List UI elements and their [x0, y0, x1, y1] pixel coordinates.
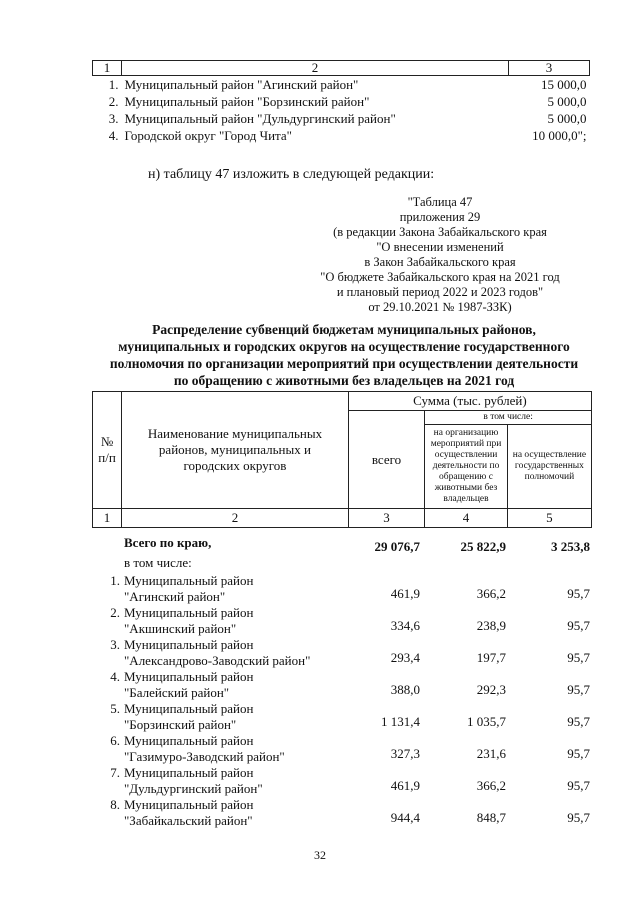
- row-state: 95,7: [567, 586, 590, 601]
- row-state: 95,7: [567, 746, 590, 761]
- row-name-line2: "Балейский район": [124, 685, 230, 700]
- row-name: [124, 733, 354, 765]
- total-label: Всего по краю,: [124, 535, 212, 550]
- title-line: Распределение субвенций бюджетам муниципальных районов,: [152, 322, 536, 337]
- row-name-line1: Муниципальный район: [124, 669, 254, 684]
- table-row: [92, 730, 592, 762]
- top-header-col1: 1: [93, 61, 122, 76]
- row-name-line2: "Агинский район": [124, 589, 226, 604]
- row-name-line2: "Акшинский район": [124, 621, 237, 636]
- reference-line: от 29.10.2021 № 1987-ЗЗК): [368, 300, 512, 314]
- col-num-header: № п/п: [93, 392, 122, 509]
- top-row-name: Муниципальный район "Дульдургинский район": [124, 111, 396, 126]
- row-state: 95,7: [567, 682, 590, 697]
- reference-line: приложения 29: [399, 210, 481, 224]
- top-row-name: Муниципальный район "Агинский район": [124, 77, 359, 92]
- col-events-header: на организацию мероприятий при осуществлении деятельности по обращению с животными без владельцев: [425, 425, 508, 509]
- total-state: 3 253,8: [551, 539, 590, 554]
- top-row-num: 3.: [108, 111, 119, 126]
- row-name: [124, 701, 354, 733]
- top-row-value: 5 000,0: [547, 94, 587, 109]
- row-state: 95,7: [567, 618, 590, 633]
- table-row: [92, 634, 592, 666]
- row-total: 461,9: [390, 778, 420, 793]
- top-row-value: 5 000,0: [547, 111, 587, 126]
- top-table: [92, 60, 590, 144]
- col-number-5: 5: [507, 509, 591, 528]
- row-total: 1 131,4: [381, 714, 420, 729]
- row-num: 4.: [110, 669, 120, 684]
- row-events: 292,3: [476, 682, 506, 697]
- row-num: 5.: [110, 701, 120, 716]
- row-name-line1: Муниципальный район: [124, 701, 254, 716]
- instruction-text: н) таблицу 47 изложить в следующей редакции:: [148, 167, 435, 182]
- top-table-row: [93, 127, 590, 144]
- row-state: 95,7: [567, 650, 590, 665]
- row-name-line1: Муниципальный район: [124, 797, 254, 812]
- row-state: 95,7: [567, 714, 590, 729]
- row-num: 7.: [110, 765, 120, 780]
- col-number-4: 4: [425, 509, 508, 528]
- row-name-line1: Муниципальный район: [124, 765, 254, 780]
- including-label: в том числе:: [124, 555, 192, 570]
- top-table-row: [93, 76, 590, 94]
- row-name-line1: Муниципальный район: [124, 637, 254, 652]
- row-events: 1 035,7: [467, 714, 506, 729]
- row-events: 366,2: [476, 586, 506, 601]
- row-total: 334,6: [390, 618, 420, 633]
- col-number-2: 2: [122, 509, 349, 528]
- row-name-line1: Муниципальный район: [124, 733, 254, 748]
- row-name: [124, 605, 354, 637]
- top-row-num: 4.: [108, 128, 119, 143]
- reference-line: "О бюджете Забайкальского края на 2021 год: [320, 270, 560, 284]
- top-row-num: 2.: [108, 94, 119, 109]
- table-row: [92, 794, 592, 826]
- row-total: 293,4: [390, 650, 420, 665]
- row-events: 366,2: [476, 778, 506, 793]
- row-events: 848,7: [476, 810, 506, 825]
- table-row: [92, 666, 592, 698]
- row-name: [124, 765, 354, 797]
- row-name-line1: Муниципальный район: [124, 573, 254, 588]
- reference-line: "О внесении изменений: [376, 240, 504, 254]
- top-table-row: [93, 93, 590, 110]
- row-name-line2: "Борзинский район": [124, 717, 237, 732]
- row-total: 388,0: [390, 682, 420, 697]
- row-name-line2: "Забайкальский район": [124, 813, 253, 828]
- row-state: 95,7: [567, 810, 590, 825]
- col-name-header: Наименование муниципальных районов, муниципальных и городских округов: [122, 392, 349, 509]
- reference-line: в Закон Забайкальского края: [364, 255, 516, 269]
- row-total: 461,9: [390, 586, 420, 601]
- top-row-name: Муниципальный район "Борзинский район": [124, 94, 370, 109]
- table-row: [92, 698, 592, 730]
- top-table-header: [93, 61, 590, 76]
- table-row: [92, 570, 592, 602]
- row-name-line2: "Газимуро-Заводский район": [124, 749, 285, 764]
- top-row-value: 15 000,0: [541, 77, 587, 92]
- col-number-3: 3: [348, 509, 424, 528]
- title-line: муниципальных и городских округов на осуществление государственного: [118, 339, 570, 354]
- row-name: [124, 573, 354, 605]
- title-line: по обращению с животными без владельцев на 2021 год: [173, 373, 515, 388]
- row-state: 95,7: [567, 778, 590, 793]
- row-events: 197,7: [476, 650, 506, 665]
- title-line: полномочия по организации мероприятий при осуществлении деятельности: [109, 356, 579, 371]
- top-header-col3: 3: [509, 61, 590, 76]
- row-num: 8.: [110, 797, 120, 812]
- reference-line: "Таблица 47: [407, 195, 473, 209]
- table-reference: [300, 195, 580, 315]
- col-sum-header: Сумма (тыс. рублей): [348, 392, 591, 411]
- row-name: [124, 637, 354, 669]
- row-events: 231,6: [476, 746, 506, 761]
- document-title: [96, 321, 592, 389]
- top-table-row: [93, 110, 590, 127]
- top-row-name: Городской округ "Город Чита": [124, 128, 292, 143]
- total-sum: 29 076,7: [374, 539, 420, 554]
- reference-line: и плановый период 2022 и 2023 годов": [336, 285, 544, 299]
- including-row: [92, 555, 592, 570]
- table-row: [92, 762, 592, 794]
- reference-line: (в редакции Закона Забайкальского края: [333, 225, 547, 239]
- page-number: 32: [314, 848, 326, 862]
- col-including-header: в том числе:: [425, 411, 592, 425]
- row-name-line2: "Александрово-Заводский район": [124, 653, 311, 668]
- row-name: [124, 797, 354, 829]
- row-name-line2: "Дульдургинский район": [124, 781, 263, 796]
- row-events: 238,9: [476, 618, 506, 633]
- row-name-line1: Муниципальный район: [124, 605, 254, 620]
- table-row: [92, 602, 592, 634]
- row-total: 944,4: [390, 810, 420, 825]
- col-total-header: всего: [348, 411, 424, 509]
- row-num: 2.: [110, 605, 120, 620]
- row-name: [124, 669, 354, 701]
- col-state-header: на осуществление государственных полномочий: [507, 425, 591, 509]
- row-num: 6.: [110, 733, 120, 748]
- top-row-num: 1.: [108, 77, 119, 92]
- total-row: [92, 532, 592, 555]
- row-num: 1.: [110, 573, 120, 588]
- top-row-value: 10 000,0";: [532, 128, 587, 143]
- row-num: 3.: [110, 637, 120, 652]
- col-number-1: 1: [93, 509, 122, 528]
- total-events: 25 822,9: [460, 539, 506, 554]
- main-table-body: [92, 532, 592, 826]
- top-header-col2: 2: [122, 61, 509, 76]
- row-total: 327,3: [390, 746, 420, 761]
- main-table-header: [92, 391, 592, 528]
